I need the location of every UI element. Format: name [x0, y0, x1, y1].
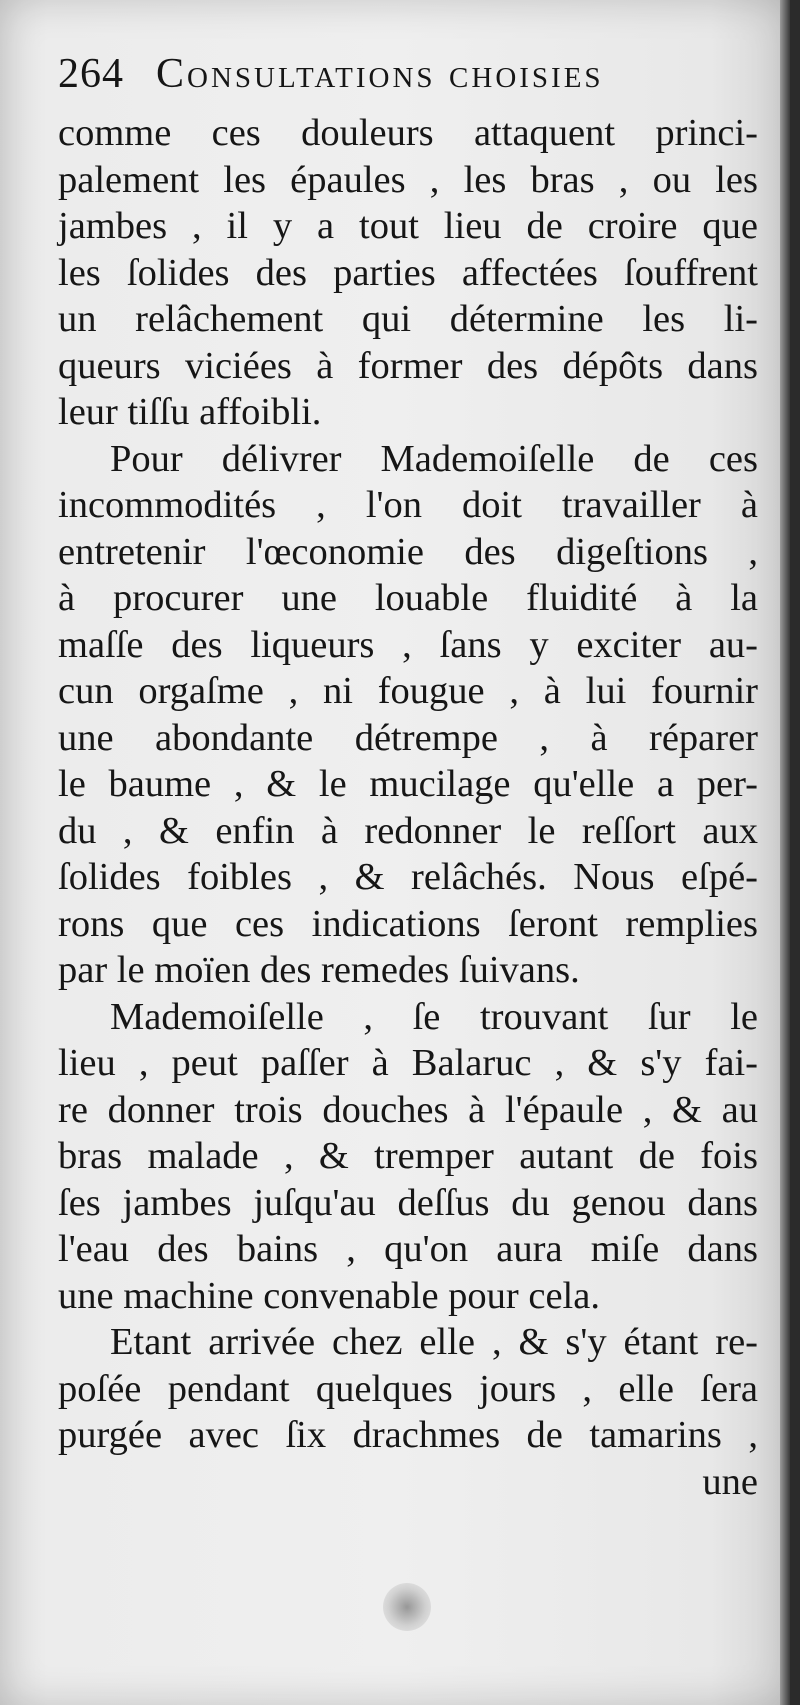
paragraph-start-line: Pour délivrer Mademoiſelle de ces — [110, 437, 758, 480]
text-line: l'eau des bains , qu'on aura miſe dans — [58, 1228, 758, 1270]
text-line: entretenir l'œconomie des digeſtions , — [58, 530, 758, 573]
text-line: re donner trois douches à l'épaule , & au — [58, 1088, 758, 1131]
text-line: une abondante détrempe , à réparer — [58, 716, 758, 759]
page-edge-shadow — [780, 0, 790, 1705]
paper-stain — [383, 1583, 431, 1631]
text-line: leur tiſſu affoibli. — [58, 391, 322, 433]
text-line: purgée avec ſix drachmes de tamarins , — [58, 1414, 758, 1456]
text-line: cun orgaſme , ni fougue , à lui fournir — [58, 670, 758, 712]
running-title: Consultations choisies — [156, 51, 604, 97]
running-header — [58, 50, 758, 110]
text-line: palement les épaules , les bras , ou les — [58, 158, 758, 201]
catchword: une — [702, 1460, 758, 1503]
text-line: le baume , & le mucilage qu'elle a per- — [58, 763, 758, 805]
text-line: une machine convenable pour cela. — [58, 1274, 600, 1317]
text-line: maſſe des liqueurs , ſans y exciter au- — [58, 623, 758, 666]
text-line: comme ces douleurs attaquent princi- — [58, 112, 758, 154]
text-line: un relâchement qui détermine les li- — [58, 298, 758, 340]
paragraph-start-line: Mademoiſelle , ſe trouvant ſur le — [110, 995, 758, 1038]
paragraph-start-line: Etant arrivée chez elle , & s'y étant re- — [110, 1321, 758, 1363]
text-line: du , & enfin à redonner le reſſort aux — [58, 809, 758, 852]
text-line: rons que ces indications ſeront remplies — [58, 902, 758, 945]
text-line: poſée pendant quelques jours , elle ſera — [58, 1367, 758, 1410]
text-line: bras malade , & tremper autant de fois — [58, 1135, 758, 1177]
text-line: à procurer une louable fluidité à la — [58, 577, 758, 619]
text-line: lieu , peut paſſer à Balaruc , & s'y fai- — [58, 1042, 758, 1084]
page-number: 264 — [58, 51, 124, 97]
text-line: incommodités , l'on doit travailler à — [58, 484, 758, 526]
text-line: jambes , il y a tout lieu de croire que — [58, 205, 758, 247]
text-line: ſolides foibles , & relâchés. Nous eſpé- — [58, 856, 758, 898]
text-line: les ſolides des parties affectées ſouffrent — [58, 251, 758, 294]
page-text — [58, 50, 758, 1505]
text-line: queurs viciées à former des dépôts dans — [58, 344, 758, 387]
text-line: par le moïen des remedes ſuivans. — [58, 949, 580, 991]
text-line: ſes jambes juſqu'au deſſus du genou dans — [58, 1181, 758, 1224]
